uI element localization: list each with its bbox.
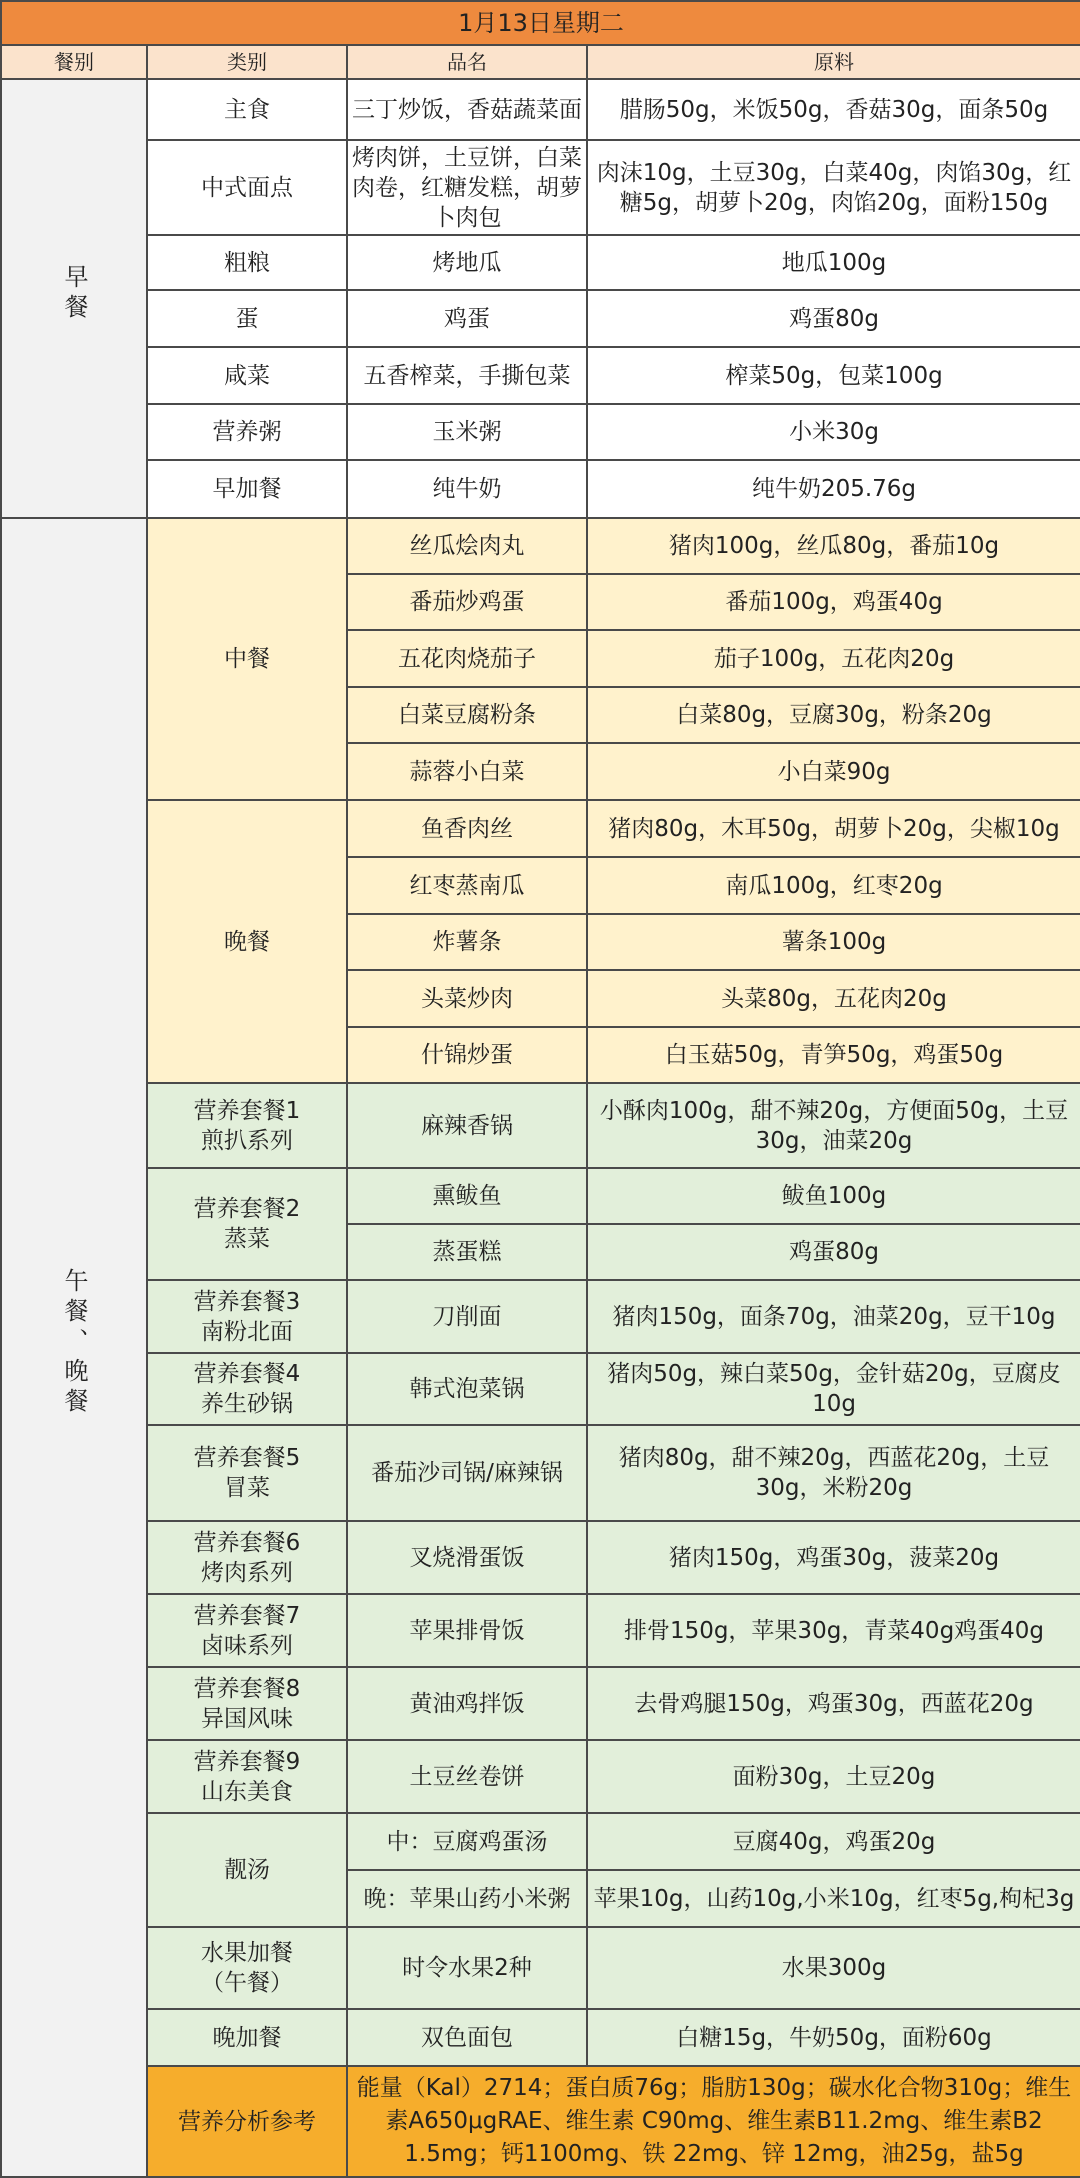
dish-cell: 韩式泡菜锅 (347, 1353, 587, 1425)
ingredients-cell: 鲅鱼100g (587, 1168, 1080, 1224)
ingredients-cell: 猪肉100g，丝瓜80g，番茄10g (587, 518, 1080, 574)
header-ingredients: 原料 (587, 45, 1080, 79)
dish-cell: 鸡蛋 (347, 290, 587, 347)
ingredients-cell: 面粉30g，土豆20g (587, 1740, 1080, 1813)
table-row (1, 404, 1080, 460)
dish-cell: 五花肉烧茄子 (347, 630, 587, 687)
ingredients-cell: 水果300g (587, 1927, 1080, 2009)
table-row (1, 518, 1080, 574)
dish-cell: 炸薯条 (347, 914, 587, 970)
ingredients-cell: 榨菜50g，包菜100g (587, 347, 1080, 404)
ingredients-cell: 排骨150g，苹果30g，青菜40g鸡蛋40g (587, 1594, 1080, 1667)
table-row (1, 140, 1080, 235)
category-cell: 早加餐 (147, 460, 347, 518)
dish-cell: 熏鲅鱼 (347, 1168, 587, 1224)
dish-cell: 蒸蛋糕 (347, 1224, 587, 1280)
category-cell: 营养套餐5 冒菜 (147, 1425, 347, 1521)
ingredients-cell: 猪肉150g，面条70g，油菜20g，豆干10g (587, 1280, 1080, 1353)
category-cell: 中式面点 (147, 140, 347, 235)
table-row (1, 1813, 1080, 1870)
menu-title: 1月13日星期二 (1, 1, 1080, 45)
table-row (1, 347, 1080, 404)
table-row (1, 1521, 1080, 1594)
header-dish: 品名 (347, 45, 587, 79)
table-row (1, 1667, 1080, 1740)
table-row (1, 1353, 1080, 1425)
category-cell: 营养套餐1 煎扒系列 (147, 1083, 347, 1168)
category-cell: 营养套餐8 异国风味 (147, 1667, 347, 1740)
analysis-row (1, 2066, 1080, 2177)
category-cell: 营养套餐3 南粉北面 (147, 1280, 347, 1353)
category-cell: 水果加餐 （午餐） (147, 1927, 347, 2009)
table-row (1, 1083, 1080, 1168)
dish-cell: 红枣蒸南瓜 (347, 857, 587, 914)
dish-cell: 头菜炒肉 (347, 970, 587, 1027)
category-cell: 晚加餐 (147, 2009, 347, 2066)
dish-cell: 鱼香肉丝 (347, 800, 587, 857)
ingredients-cell: 猪肉80g，木耳50g，胡萝卜20g，尖椒10g (587, 800, 1080, 857)
table-row (1, 79, 1080, 140)
table-row (1, 800, 1080, 857)
category-cell: 粗粮 (147, 235, 347, 290)
table-row (1, 1927, 1080, 2009)
ingredients-cell: 纯牛奶205.76g (587, 460, 1080, 518)
category-cell: 蛋 (147, 290, 347, 347)
ingredients-cell: 小米30g (587, 404, 1080, 460)
dish-cell: 麻辣香锅 (347, 1083, 587, 1168)
category-lunch: 中餐 (147, 518, 347, 800)
category-cell: 主食 (147, 79, 347, 140)
dish-cell: 双色面包 (347, 2009, 587, 2066)
ingredients-cell: 去骨鸡腿150g，鸡蛋30g，西蓝花20g (587, 1667, 1080, 1740)
ingredients-cell: 地瓜100g (587, 235, 1080, 290)
header-category: 类别 (147, 45, 347, 79)
category-cell: 营养套餐4 养生砂锅 (147, 1353, 347, 1425)
table-row (1, 1594, 1080, 1667)
dish-cell: 刀削面 (347, 1280, 587, 1353)
table-row (1, 1168, 1080, 1224)
ingredients-cell: 白玉菇50g，青笋50g，鸡蛋50g (587, 1027, 1080, 1083)
dish-cell: 纯牛奶 (347, 460, 587, 518)
ingredients-cell: 猪肉150g，鸡蛋30g，菠菜20g (587, 1521, 1080, 1594)
ingredients-cell: 肉沫10g，土豆30g，白菜40g，肉馅30g，红糖5g，胡萝卜20g，肉馅20g，面粉150g (587, 140, 1080, 235)
dish-cell: 三丁炒饭，香菇蔬菜面 (347, 79, 587, 140)
dish-cell: 时令水果2种 (347, 1927, 587, 2009)
table-row (1, 1425, 1080, 1521)
dish-cell: 黄油鸡拌饭 (347, 1667, 587, 1740)
ingredients-cell: 鸡蛋80g (587, 1224, 1080, 1280)
category-cell: 营养套餐7 卤味系列 (147, 1594, 347, 1667)
ingredients-cell: 腊肠50g，米饭50g，香菇30g，面条50g (587, 79, 1080, 140)
table-row (1, 290, 1080, 347)
ingredients-cell: 白糖15g，牛奶50g，面粉60g (587, 2009, 1080, 2066)
dish-cell: 蒜蓉小白菜 (347, 743, 587, 800)
category-dinner: 晚餐 (147, 800, 347, 1083)
dish-cell: 什锦炒蛋 (347, 1027, 587, 1083)
table-row (1, 235, 1080, 290)
dish-cell: 烤地瓜 (347, 235, 587, 290)
ingredients-cell: 茄子100g，五花肉20g (587, 630, 1080, 687)
category-cell: 咸菜 (147, 347, 347, 404)
table-row (1, 460, 1080, 518)
table-row (1, 1740, 1080, 1813)
meal-breakfast: 早餐 (1, 79, 147, 518)
meal-lunch-dinner: 午餐、晚餐 (1, 518, 147, 2177)
ingredients-cell: 猪肉80g，甜不辣20g，西蓝花20g，土豆30g，米粉20g (587, 1425, 1080, 1521)
analysis-label: 营养分析参考 (147, 2066, 347, 2177)
header-row (1, 45, 1080, 79)
table-row (1, 2009, 1080, 2066)
ingredients-cell: 小酥肉100g，甜不辣20g，方便面50g，土豆30g，油菜20g (587, 1083, 1080, 1168)
ingredients-cell: 头菜80g，五花肉20g (587, 970, 1080, 1027)
dish-cell: 番茄炒鸡蛋 (347, 574, 587, 630)
dish-cell: 烤肉饼，土豆饼，白菜肉卷，红糖发糕，胡萝卜肉包 (347, 140, 587, 235)
dish-cell: 番茄沙司锅/麻辣锅 (347, 1425, 587, 1521)
dish-cell: 中：豆腐鸡蛋汤 (347, 1813, 587, 1870)
dish-cell: 晚：苹果山药小米粥 (347, 1870, 587, 1927)
dish-cell: 五香榨菜，手撕包菜 (347, 347, 587, 404)
ingredients-cell: 薯条100g (587, 914, 1080, 970)
ingredients-cell: 豆腐40g，鸡蛋20g (587, 1813, 1080, 1870)
header-meal: 餐别 (1, 45, 147, 79)
dish-cell: 土豆丝卷饼 (347, 1740, 587, 1813)
dish-cell: 丝瓜烩肉丸 (347, 518, 587, 574)
dish-cell: 苹果排骨饭 (347, 1594, 587, 1667)
dish-cell: 叉烧滑蛋饭 (347, 1521, 587, 1594)
category-cell: 营养粥 (147, 404, 347, 460)
dish-cell: 玉米粥 (347, 404, 587, 460)
dish-cell: 白菜豆腐粉条 (347, 687, 587, 743)
category-cell: 营养套餐2 蒸菜 (147, 1168, 347, 1280)
ingredients-cell: 白菜80g，豆腐30g，粉条20g (587, 687, 1080, 743)
ingredients-cell: 番茄100g，鸡蛋40g (587, 574, 1080, 630)
category-cell: 营养套餐9 山东美食 (147, 1740, 347, 1813)
ingredients-cell: 南瓜100g，红枣20g (587, 857, 1080, 914)
category-soup: 靓汤 (147, 1813, 347, 1927)
category-cell: 营养套餐6 烤肉系列 (147, 1521, 347, 1594)
ingredients-cell: 鸡蛋80g (587, 290, 1080, 347)
ingredients-cell: 猪肉50g，辣白菜50g，金针菇20g，豆腐皮10g (587, 1353, 1080, 1425)
ingredients-cell: 苹果10g，山药10g,小米10g，红枣5g,枸杞3g (587, 1870, 1080, 1927)
analysis-text: 能量（Kal）2714；蛋白质76g；脂肪130g；碳水化合物310g；维生素A650μgRAE、维生素 C90mg、维生素B11.2mg、维生素B2 1.5mg；钙1100mg、铁 22mg、锌 12mg，油25g，盐5g (347, 2066, 1080, 2177)
ingredients-cell: 小白菜90g (587, 743, 1080, 800)
table-row (1, 1280, 1080, 1353)
